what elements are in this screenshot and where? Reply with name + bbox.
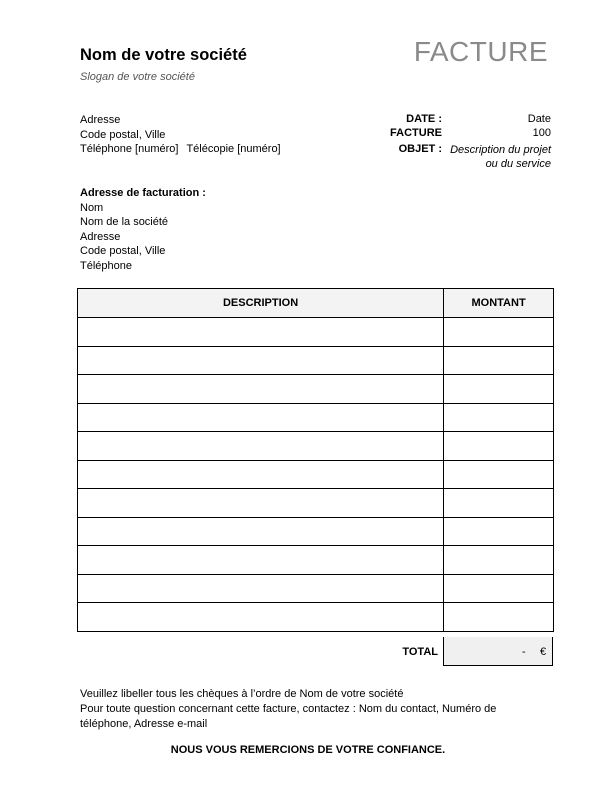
- total-label: TOTAL: [402, 646, 438, 658]
- table-row: [78, 460, 554, 489]
- description-cell[interactable]: [78, 603, 444, 632]
- company-name: Nom de votre société: [80, 46, 247, 64]
- payment-instructions: Veuillez libeller tous les chèques à l’ordre de Nom de votre société: [80, 688, 404, 700]
- date-label: DATE :: [406, 113, 442, 125]
- table-row: [78, 546, 554, 575]
- description-cell[interactable]: [78, 403, 444, 432]
- table-row: [78, 432, 554, 461]
- table-row: [78, 375, 554, 404]
- total-amount: -: [522, 646, 526, 658]
- description-cell[interactable]: [78, 517, 444, 546]
- sender-address-block: [80, 113, 281, 157]
- table-row: [78, 403, 554, 432]
- invoice-number-value: 100: [532, 127, 551, 139]
- amount-header: MONTANT: [444, 289, 554, 318]
- description-cell[interactable]: [78, 432, 444, 461]
- table-row: [78, 517, 554, 546]
- amount-cell[interactable]: [444, 432, 554, 461]
- amount-cell[interactable]: [444, 489, 554, 518]
- table-header-row: [78, 289, 554, 318]
- description-cell[interactable]: [78, 318, 444, 347]
- amount-cell[interactable]: [444, 546, 554, 575]
- invoice-number-label: FACTURE: [390, 127, 442, 139]
- footer-notes: [80, 687, 520, 732]
- document-title: FACTURE: [413, 36, 548, 67]
- total-amount-box: [443, 637, 553, 666]
- billing-line: Nom: [80, 201, 104, 214]
- sender-contact-line: [80, 142, 281, 157]
- billing-line: Téléphone: [80, 259, 132, 272]
- object-label: OBJET :: [398, 143, 442, 155]
- billing-line: Adresse: [80, 230, 121, 243]
- description-header: DESCRIPTION: [78, 289, 444, 318]
- table-row: [78, 574, 554, 603]
- table-row: [78, 603, 554, 632]
- amount-cell[interactable]: [444, 603, 554, 632]
- date-value: Date: [527, 113, 551, 125]
- description-cell[interactable]: [78, 346, 444, 375]
- amount-cell[interactable]: [444, 460, 554, 489]
- description-cell[interactable]: [78, 489, 444, 518]
- amount-cell[interactable]: [444, 574, 554, 603]
- contact-instructions: Pour toute question concernant cette facture, contactez : Nom du contact, Numéro de téléphone, Adresse e-mail: [80, 703, 497, 730]
- description-cell[interactable]: [78, 375, 444, 404]
- thank-you-message: NOUS VOUS REMERCIONS DE VOTRE CONFIANCE.: [170, 744, 446, 756]
- total-currency: €: [540, 646, 547, 658]
- billing-line: Code postal, Ville: [80, 245, 166, 257]
- billing-address-block: [80, 186, 206, 273]
- object-value: [411, 143, 551, 171]
- object-value-line: ou du service: [485, 158, 551, 170]
- description-cell[interactable]: [78, 460, 444, 489]
- sender-address: Adresse: [80, 114, 121, 126]
- sender-phone: Téléphone [numéro]: [80, 143, 179, 155]
- table-row: [78, 318, 554, 347]
- amount-cell[interactable]: [444, 318, 554, 347]
- description-cell[interactable]: [78, 546, 444, 575]
- sender-postal-city: Code postal, Ville: [80, 128, 166, 141]
- sender-fax: Télécopie [numéro]: [186, 143, 281, 155]
- amount-cell[interactable]: [444, 403, 554, 432]
- table-row: [78, 346, 554, 375]
- table-row: [78, 489, 554, 518]
- invoice-items-table: [77, 288, 554, 632]
- amount-cell[interactable]: [444, 375, 554, 404]
- amount-cell[interactable]: [444, 517, 554, 546]
- billing-heading: Adresse de facturation :: [80, 187, 206, 199]
- description-cell[interactable]: [78, 574, 444, 603]
- billing-line: Nom de la société: [80, 216, 169, 228]
- object-value-line: Description du projet: [450, 144, 551, 156]
- amount-cell[interactable]: [444, 346, 554, 375]
- company-slogan: Slogan de votre société: [80, 71, 195, 83]
- table-body: [78, 318, 554, 632]
